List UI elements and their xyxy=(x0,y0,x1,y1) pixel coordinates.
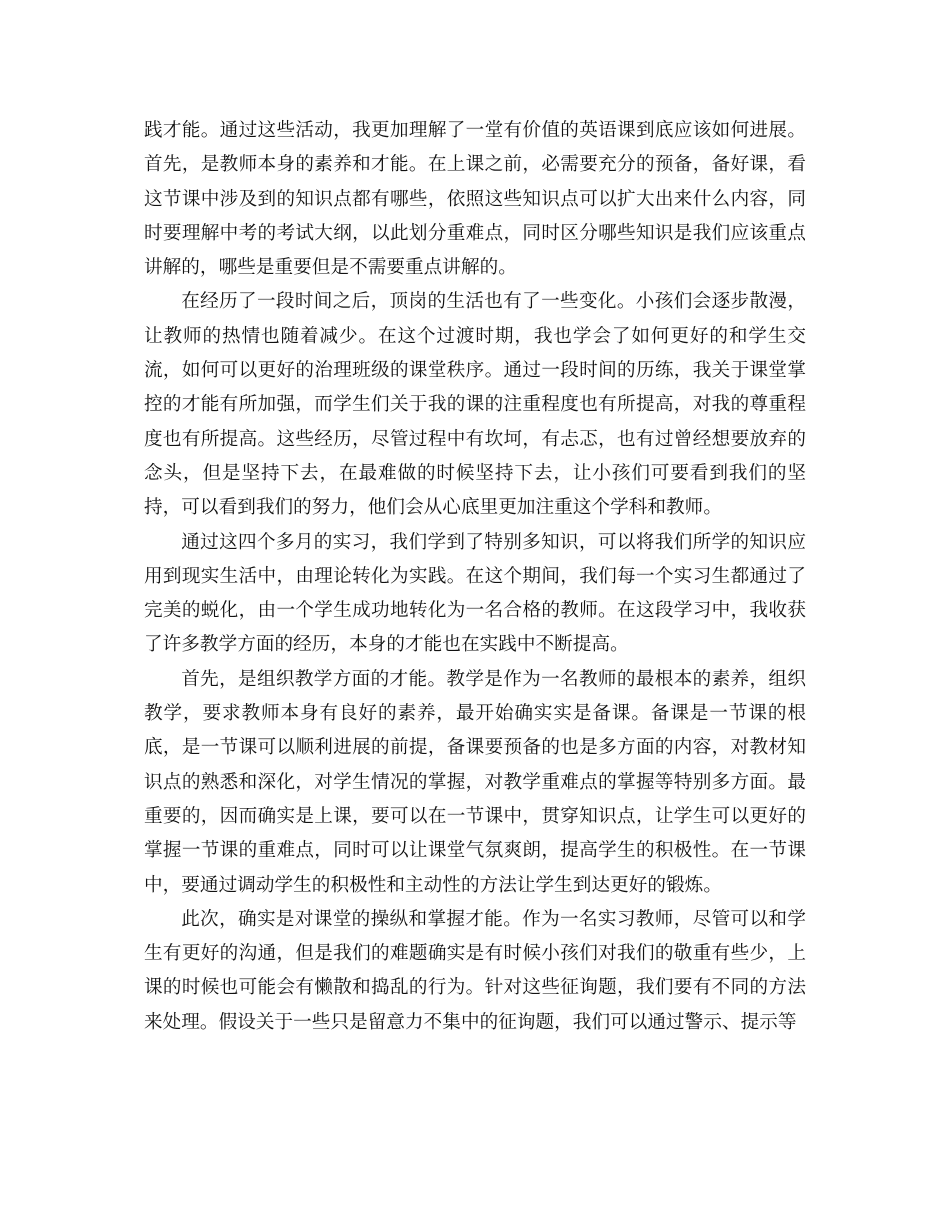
paragraph-1: 践才能。通过这些活动，我更加理解了一堂有价值的英语课到底应该如何进展。首先，是教师本身的素养和才能。在上课之前，必需要充分的预备，备好课，看这节课中涉及到的知识点都有哪些，依照这些知识点可以扩大出来什么内容，同时要理解中考的考试大纲，以此划分重难点，同时区分哪些知识是我们应该重点讲解的，哪些是重要但是不需要重点讲解的。 xyxy=(144,120,806,279)
document-page xyxy=(144,114,806,1040)
paragraph-4: 首先，是组织教学方面的才能。教学是作为一名教师的最根本的素养，组织教学，要求教师本身有良好的素养，最开始确实实是备课。备课是一节课的根底，是一节课可以顺利进展的前提，备课要预备的也是多方面的内容，对教材知识点的熟悉和深化，对学生情况的掌握，对教学重难点的掌握等特别多方面。最重要的，因而确实是上课，要可以在一节课中，贯穿知识点，让学生可以更好的掌握一节课的重难点，同时可以让课堂气氛爽朗，提高学生的积极性。在一节课中，要通过调动学生的积极性和主动性的方法让学生到达更好的锻炼。 xyxy=(144,668,806,896)
paragraph-2: 在经历了一段时间之后，顶岗的生活也有了一些变化。小孩们会逐步散漫，让教师的热情也随着减少。在这个过渡时期，我也学会了如何更好的和学生交流，如何可以更好的治理班级的课堂秩序。通过一段时间的历练，我关于课堂掌控的才能有所加强，而学生们关于我的课的注重程度也有所提高，对我的尊重程度也有所提高。这些经历，尽管过程中有坎坷，有忐忑，也有过曾经想要放弃的念头，但是坚持下去，在最难做的时候坚持下去，让小孩们可要看到我们的坚持，可以看到我们的努力，他们会从心底里更加注重这个学科和教师。 xyxy=(144,291,806,519)
paragraph-5: 此次，确实是对课堂的操纵和掌握才能。作为一名实习教师，尽管可以和学生有更好的沟通，但是我们的难题确实是有时候小孩们对我们的敬重有些少，上课的时候也可能会有懒散和捣乱的行为。针对这些征询题，我们要有不同的方法来处理。假设关于一些只是留意力不集中的征询题，我们可以通过警示、提示等 xyxy=(144,908,806,1033)
paragraph-3: 通过这四个多月的实习，我们学到了特别多知识，可以将我们所学的知识应用到现实生活中，由理论转化为实践。在这个期间，我们每一个实习生都通过了完美的蜕化，由一个学生成功地转化为一名合格的教师。在这段学习中，我收获了许多教学方面的经历，本身的才能也在实践中不断提高。 xyxy=(144,531,806,656)
